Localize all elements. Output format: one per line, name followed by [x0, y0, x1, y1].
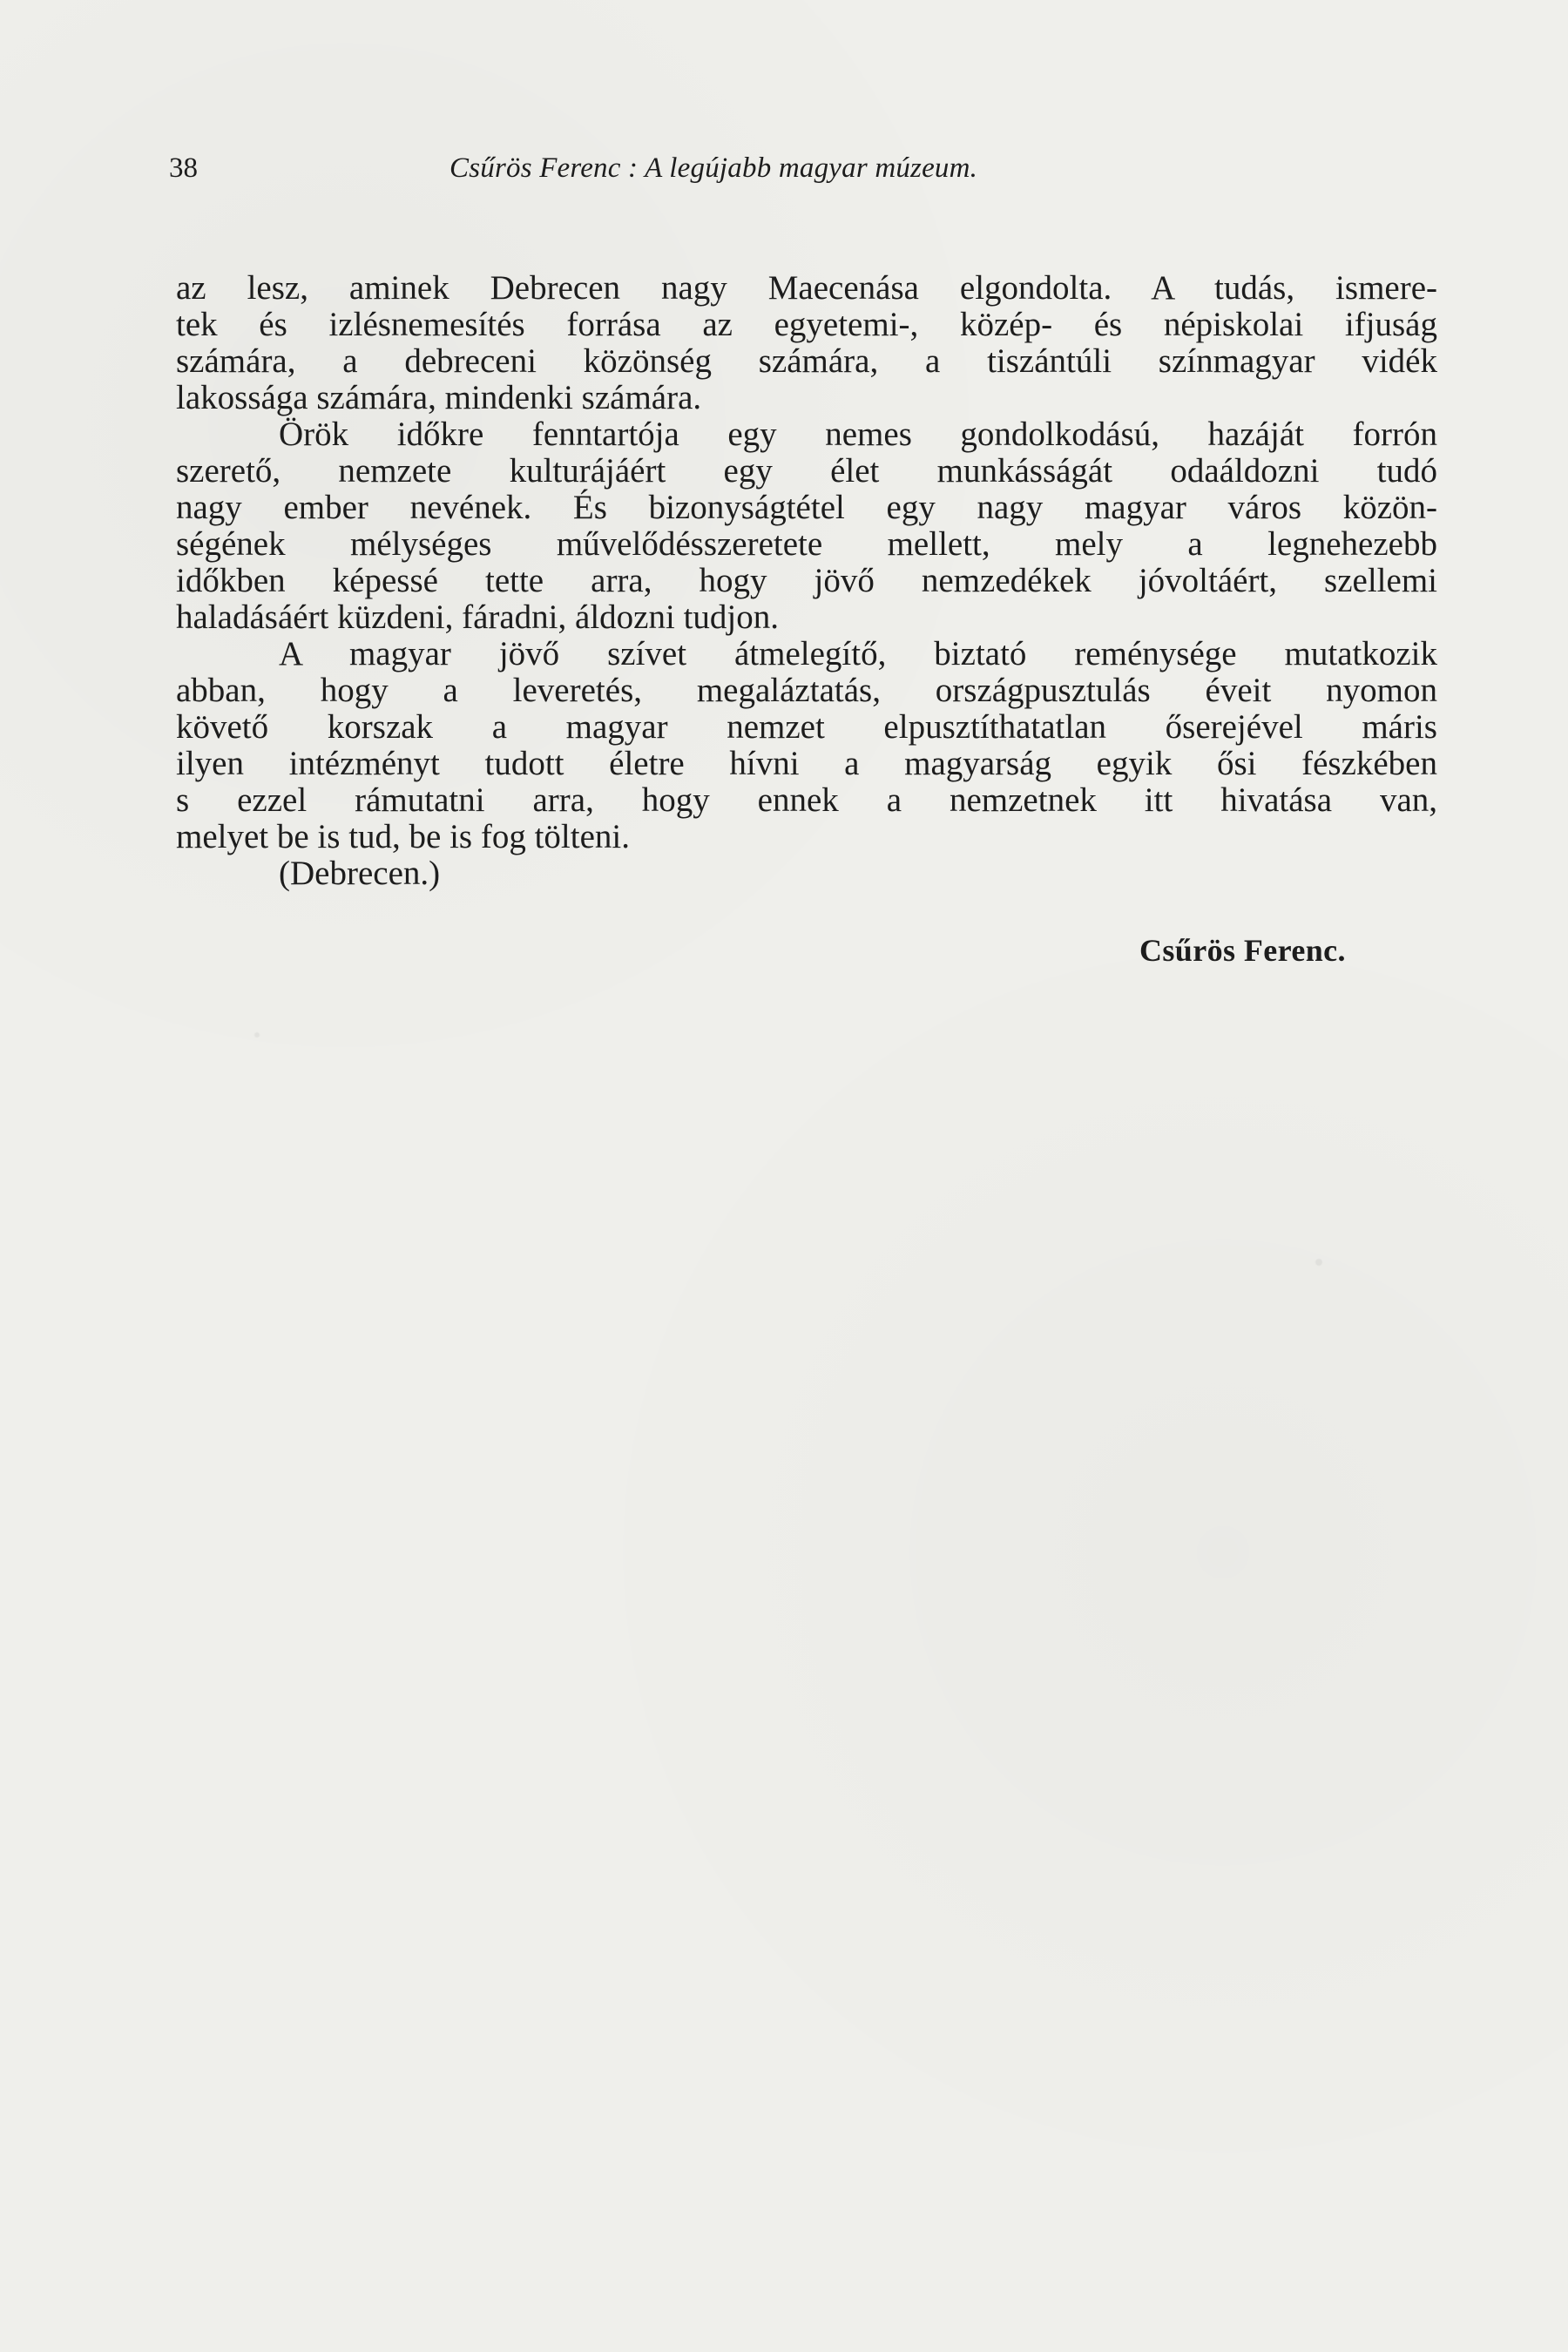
text-line: Örök időkre fenntartója egy nemes gondolkodású, hazáját forrón — [279, 416, 1437, 453]
text-line: melyet be is tud, be is fog tölteni. — [176, 818, 630, 855]
text-line: követő korszak a magyar nemzet elpusztíthatatlan őserejével máris — [176, 708, 1437, 746]
text-line: lakossága számára, mindenki számára. — [176, 379, 702, 416]
text-line: nagy ember nevének. És bizonyságtétel egy nagy magyar város közön- — [176, 489, 1437, 526]
page-header — [169, 146, 1249, 190]
text-line: ségének mélységes művelődésszeretete mellett, mely a legnehezebb — [176, 525, 1437, 563]
text-line: számára, a debreceni közönség számára, a tiszántúli színmagyar vidék — [176, 342, 1437, 380]
running-head: Csűrös Ferenc : A legújabb magyar múzeum. — [449, 152, 978, 184]
location-line: (Debrecen.) — [279, 855, 441, 892]
text-line: A magyar jövő szívet átmelegítő, biztató reménysége mutatkozik — [279, 635, 1437, 672]
text-line: időkben képessé tette arra, hogy jövő nemzedékek jóvoltáért, szellemi — [176, 562, 1437, 599]
text-line: s ezzel rámutatni arra, hogy ennek a nemzetnek itt hivatása van, — [176, 781, 1437, 819]
paper-stain — [1315, 1259, 1322, 1266]
page-number: 38 — [169, 152, 198, 184]
paper-stain — [254, 1032, 260, 1037]
text-line: abban, hogy a leveretés, megaláztatás, országpusztulás éveit nyomon — [176, 672, 1437, 709]
text-line: szerető, nemzete kulturájáért egy élet munkásságát odaáldozni tudó — [176, 452, 1437, 490]
text-line: ilyen intézményt tudott életre hívni a magyarság egyik ősi fészkében — [176, 745, 1437, 782]
text-line: tek és izlésnemesítés forrása az egyetemi-, közép- és népiskolai ifjuság — [176, 306, 1437, 343]
text-line: haladásáért küzdeni, fáradni, áldozni tudjon. — [176, 598, 779, 636]
author-signature: Csűrös Ferenc. — [1139, 933, 1346, 968]
text-line: az lesz, aminek Debrecen nagy Maecenása elgondolta. A tudás, ismere- — [176, 269, 1437, 307]
article-text — [176, 270, 1437, 892]
